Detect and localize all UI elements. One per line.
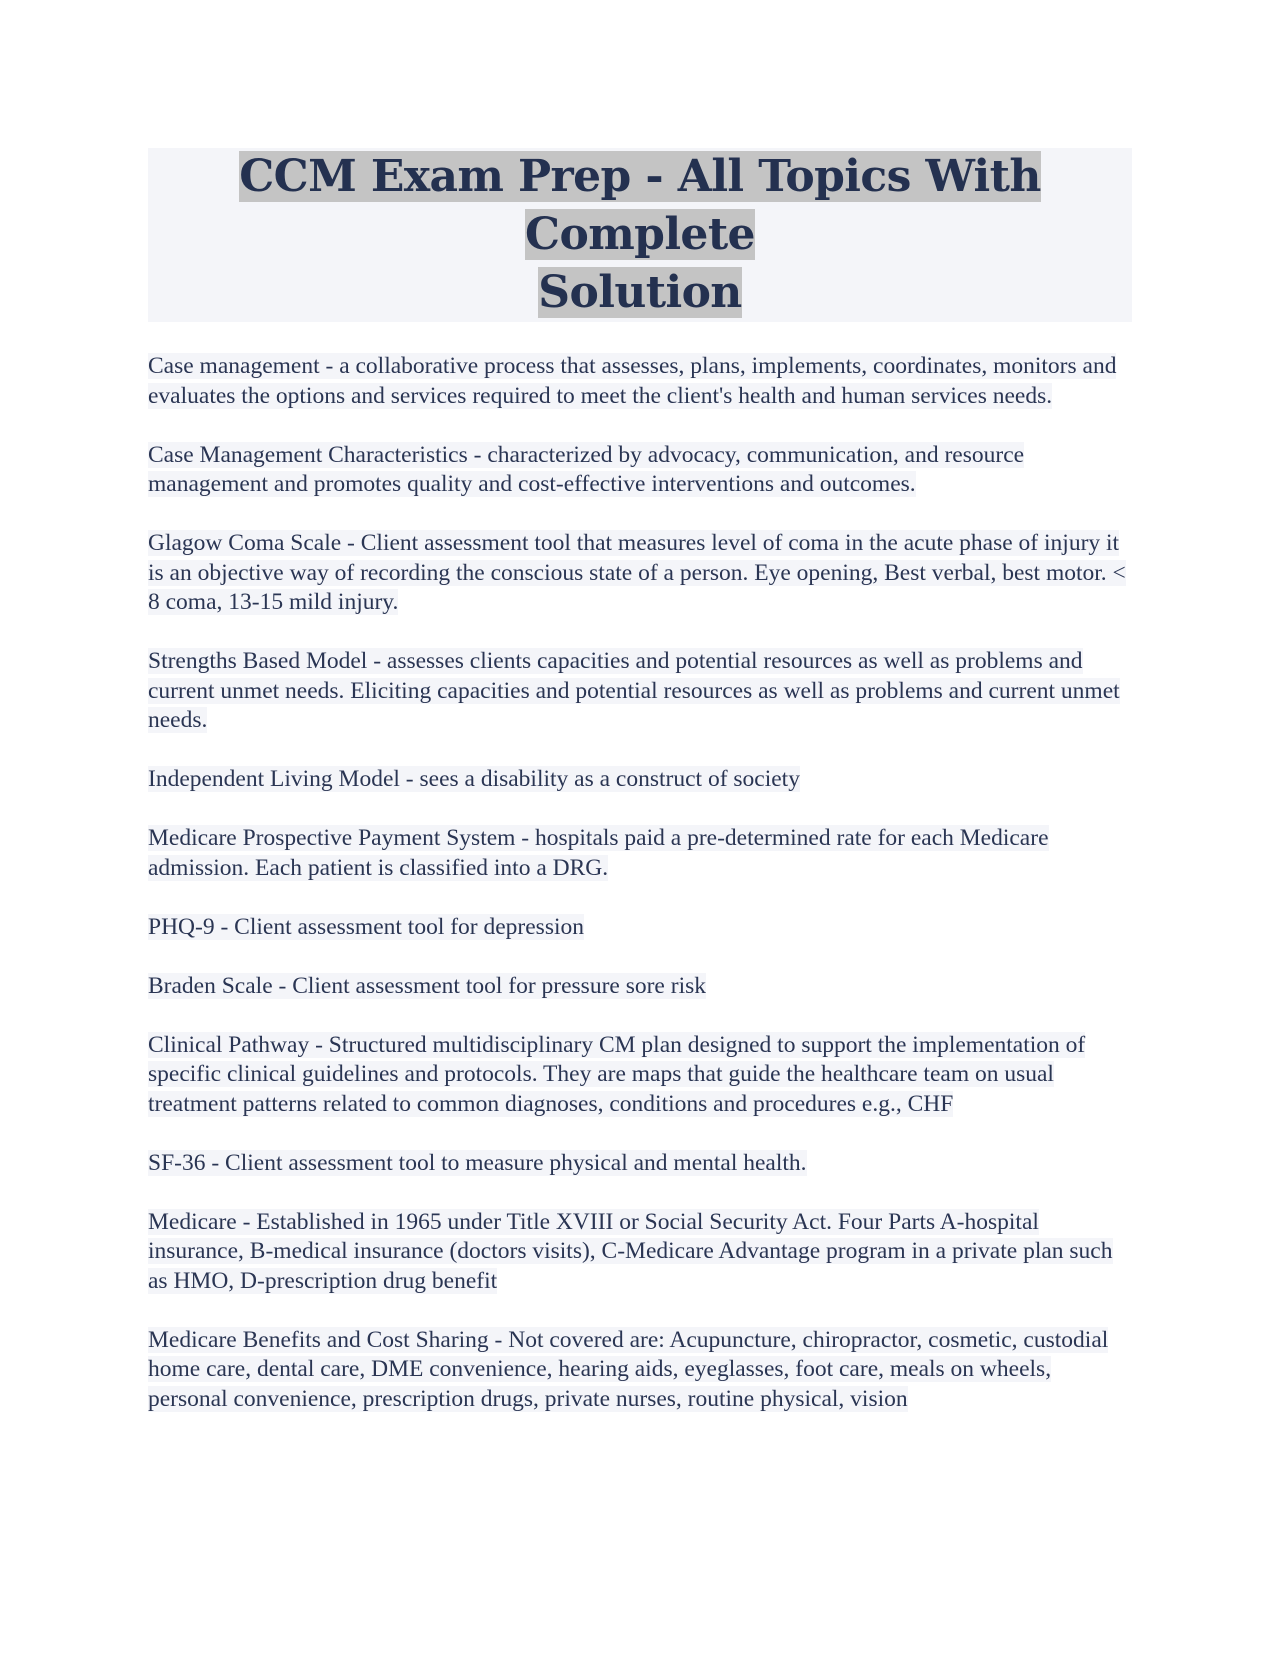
- entry-text: Clinical Pathway - Structured multidisciplinary CM plan designed to support the implementation of specific clinical guidelines and protocols. They are maps that guide the healthcare team on usual treatment patterns related to common diagnoses, conditions and procedures e.g., CHF: [148, 1031, 1086, 1117]
- entry-text: Case Management Characteristics - characterized by advocacy, communication, and resource management and promotes quality and cost-effective interventions and outcomes.: [148, 441, 1025, 497]
- title-line-2: Solution: [538, 267, 742, 318]
- entry-text: SF-36 - Client assessment tool to measure physical and mental health.: [148, 1149, 807, 1176]
- entry: [148, 1326, 1132, 1415]
- entry-text: Case management - a collaborative process that assesses, plans, implements, coordinates, monitors and evaluates the options and services required to meet the client's health and human services needs.: [148, 353, 1117, 409]
- entry-text: Braden Scale - Client assessment tool for pressure sore risk: [148, 972, 706, 999]
- entry: [148, 913, 1132, 943]
- entry: [148, 441, 1132, 500]
- entry-text: Strengths Based Model - assesses clients capacities and potential resources as well as problems and current unmet needs. Eliciting capacities and potential resources as well as problems and current unmet needs.: [148, 648, 1120, 733]
- entry: [148, 765, 1132, 795]
- title-line-1: CCM Exam Prep - All Topics With Complete: [239, 151, 1041, 260]
- entry: [148, 1031, 1132, 1120]
- entry-text: PHQ-9 - Client assessment tool for depression: [148, 913, 585, 940]
- entry-text: Medicare - Established in 1965 under Title XVIII or Social Security Act. Four Parts A-hospital insurance, B-medical insurance (doctors visits), C-Medicare Advantage program in a private plan such as HMO, D-prescription drug benefit: [148, 1208, 1113, 1294]
- entry-text: Glagow Coma Scale - Client assessment tool that measures level of coma in the acute phase of injury it is an objective way of recording the conscious state of a person. Eye opening, Best verbal, best motor. < 8 coma, 13-15 mild injury.: [148, 530, 1126, 615]
- entry: [148, 352, 1132, 411]
- entry: [148, 529, 1132, 618]
- entry: [148, 972, 1132, 1002]
- entry: [148, 647, 1132, 736]
- title-block: [148, 148, 1132, 322]
- entry-text: Independent Living Model - sees a disability as a construct of society: [148, 766, 800, 792]
- document-title: [148, 148, 1132, 322]
- document-page: [148, 148, 1132, 1444]
- entries-list: [148, 352, 1132, 1414]
- entry: [148, 824, 1132, 883]
- entry-text: Medicare Prospective Payment System - hospitals paid a pre-determined rate for each Medicare admission. Each patient is classified into a DRG.: [148, 825, 1049, 881]
- entry-text: Medicare Benefits and Cost Sharing - Not covered are: Acupuncture, chiropractor, cosmetic, custodial home care, dental care, DME convenience, hearing aids, eyeglasses, foot care, meals on wheels, personal convenience, prescription drugs, private nurses, routine physical, vision: [148, 1326, 1109, 1412]
- entry: [148, 1208, 1132, 1297]
- entry: [148, 1149, 1132, 1179]
